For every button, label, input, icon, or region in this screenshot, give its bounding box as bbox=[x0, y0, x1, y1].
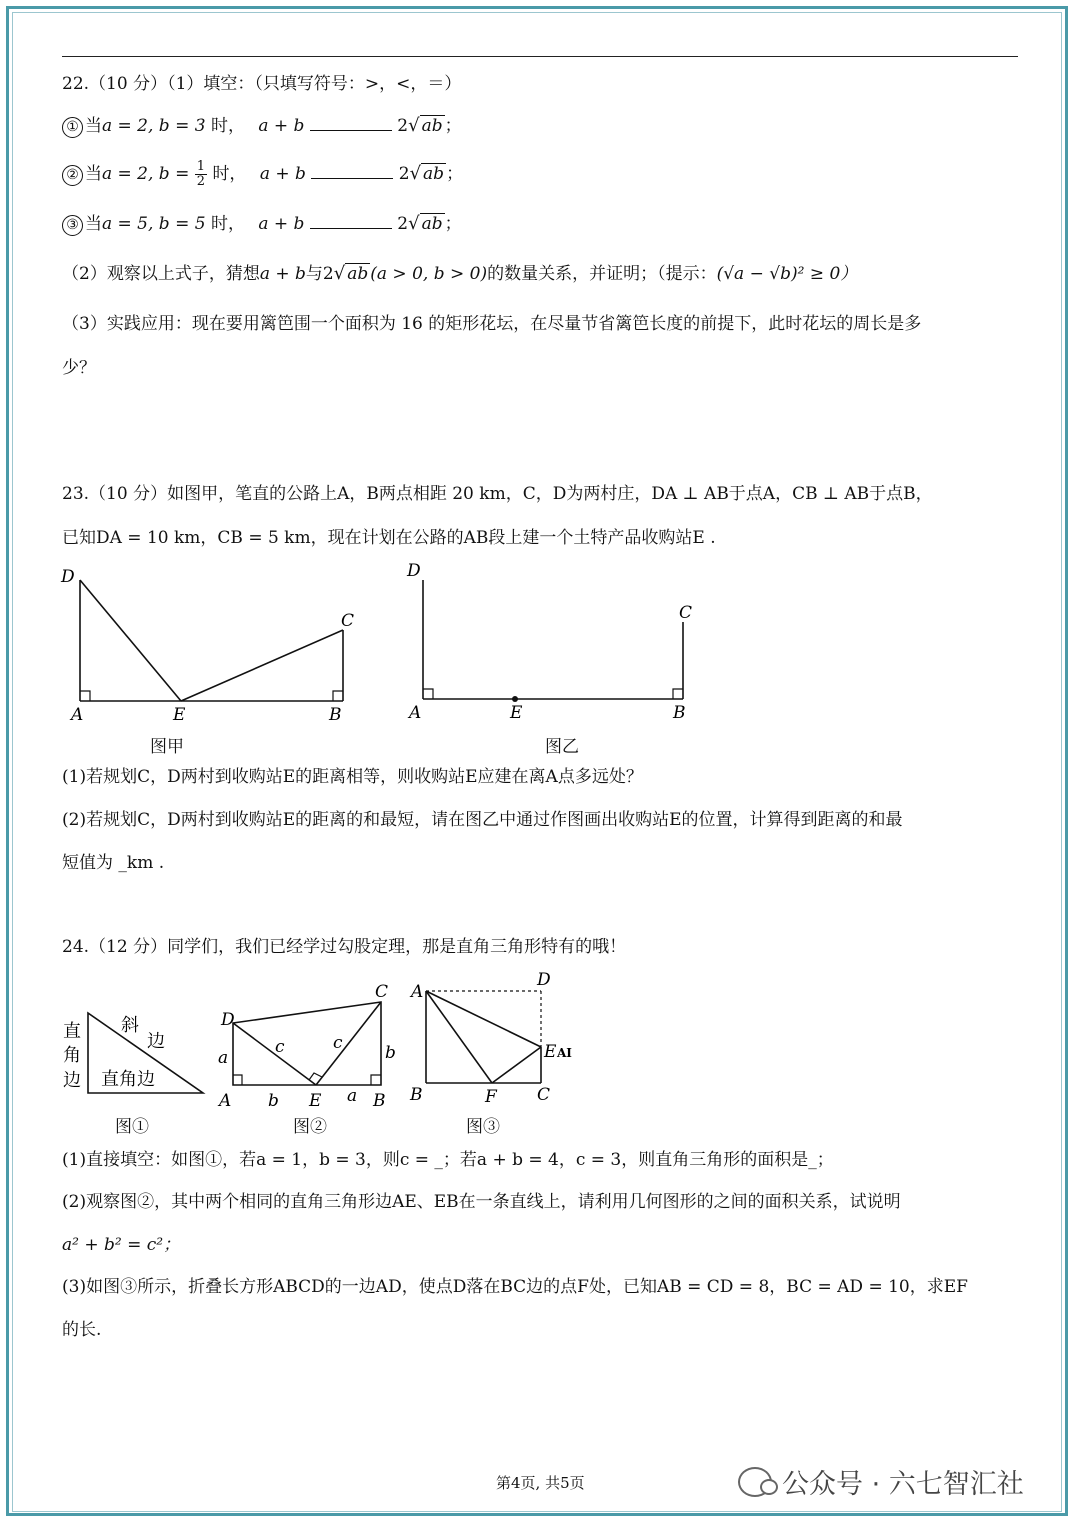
svg-text:B: B bbox=[410, 1085, 423, 1105]
q22-row1: ① 当a = 2, b = 3 时， a + b 2√ ab ； bbox=[62, 114, 462, 138]
q24-sub2: (2)观察图②，其中两个相同的直角三角形边AE、EB在一条直线上，请利用几何图形的之间的面积关系，试说明 bbox=[62, 1192, 901, 1212]
q24-sub2-cont: a² + b² = c²； bbox=[62, 1235, 181, 1255]
svg-text:C: C bbox=[679, 603, 693, 623]
point-e-marker bbox=[512, 696, 518, 702]
svg-text:B: B bbox=[373, 1091, 386, 1111]
svg-text:E: E bbox=[309, 1091, 322, 1111]
q24-sub3-cont: 的长. bbox=[62, 1320, 102, 1340]
fig-jia-caption: 图甲 bbox=[150, 737, 184, 757]
page-number: 第4页, 共5页 bbox=[496, 1474, 585, 1492]
svg-text:c: c bbox=[275, 1037, 285, 1057]
svg-text:b: b bbox=[385, 1043, 396, 1063]
watermark: 公众号 · 六七智汇社 bbox=[738, 1462, 1024, 1501]
svg-text:AI: AI bbox=[557, 1046, 572, 1060]
svg-text:a: a bbox=[218, 1048, 229, 1068]
q24-heading: 24.（12 分）同学们，我们已经学过勾股定理，那是直角三角形特有的哦！ bbox=[62, 937, 627, 957]
svg-text:A: A bbox=[71, 705, 84, 725]
svg-text:B: B bbox=[673, 703, 686, 723]
q22-part3: （3）实践应用：现在要用篱笆围一个面积为 16 的矩形花坛，在尽量节省篱笆长度的前提下，此时花坛的周长是多 bbox=[62, 314, 922, 334]
answer-blank-1[interactable] bbox=[310, 114, 392, 131]
q24-sub1: (1)直接填空：如图①，若a = 1，b = 3，则c = _；若a + b = 4，c = 3，则直角三角形的面积是_； bbox=[62, 1150, 834, 1170]
svg-text:E: E bbox=[544, 1042, 557, 1062]
q22-part3-cont: 少？ bbox=[62, 358, 96, 378]
svg-text:b: b bbox=[268, 1091, 279, 1111]
svg-text:A: A bbox=[411, 982, 424, 1002]
svg-text:B: B bbox=[329, 705, 342, 725]
figure-jia bbox=[60, 567, 354, 725]
q23-sub2-cont: 短值为 _km . bbox=[62, 853, 165, 873]
svg-text:斜: 斜 bbox=[121, 1015, 139, 1036]
q23-figures bbox=[55, 560, 715, 735]
fig-yi-caption: 图乙 bbox=[545, 737, 579, 757]
svg-text:F: F bbox=[485, 1087, 497, 1107]
svg-text:c: c bbox=[333, 1033, 343, 1053]
svg-text:D: D bbox=[61, 567, 75, 587]
svg-text:D: D bbox=[221, 1010, 235, 1030]
svg-text:D: D bbox=[537, 970, 551, 990]
q23-sub1: (1)若规划C，D两村到收购站E的距离相等，则收购站E应建在离A点多远处？ bbox=[62, 767, 643, 787]
q22-row2: ② 当a = 2, b = $\frac{1}{2}$ 时， a + b 2√ ab ； bbox=[62, 160, 463, 189]
q22-part2: （2）观察以上式子，猜想a + b与2√ ab (a > 0, b > 0)的数量关系，并证明；（提示：(√a − √b)² ≥ 0） bbox=[62, 263, 858, 284]
figure-3 bbox=[409, 970, 572, 1107]
figure-2 bbox=[217, 982, 396, 1111]
answer-blank-2[interactable] bbox=[311, 162, 393, 179]
svg-text:E: E bbox=[173, 705, 186, 725]
svg-text:直: 直 bbox=[63, 1021, 81, 1042]
svg-text:直角边: 直角边 bbox=[101, 1069, 155, 1090]
q23-line1: 23.（10 分）如图甲，笔直的公路上A，B两点相距 20 km，C，D为两村庄，DA ⊥ AB于点A，CB ⊥ AB于点B， bbox=[62, 484, 933, 504]
q23-sub2: (2)若规划C，D两村到收购站E的距离的和最短，请在图乙中通过作图画出收购站E的位置，计算得到距离的和最 bbox=[62, 810, 903, 830]
q24-sub3: (3)如图③所示，折叠长方形ABCD的一边AD，使点D落在BC边的点F处，已知AB = CD = 8，BC = AD = 10，求EF bbox=[62, 1277, 968, 1297]
fig2-caption: 图② bbox=[293, 1117, 327, 1137]
wechat-icon bbox=[738, 1467, 772, 1497]
answer-blank-3[interactable] bbox=[310, 212, 392, 229]
svg-text:C: C bbox=[341, 611, 355, 631]
svg-text:C: C bbox=[375, 982, 389, 1002]
svg-text:边: 边 bbox=[63, 1070, 81, 1091]
svg-text:a: a bbox=[347, 1086, 358, 1106]
figure-yi bbox=[406, 561, 692, 723]
svg-text:边: 边 bbox=[147, 1031, 165, 1052]
q22-row3: ③ 当a = 5, b = 5 时， a + b 2√ ab ； bbox=[62, 212, 462, 236]
svg-text:A: A bbox=[409, 703, 422, 723]
svg-text:E: E bbox=[510, 703, 523, 723]
figure-1 bbox=[63, 1013, 203, 1093]
header-rule bbox=[62, 56, 1018, 57]
svg-text:角: 角 bbox=[63, 1045, 81, 1066]
q23-line2: 已知DA = 10 km，CB = 5 km，现在计划在公路的AB段上建一个土特产品收购站E . bbox=[62, 528, 716, 548]
fig3-caption: 图③ bbox=[466, 1117, 500, 1137]
svg-text:D: D bbox=[407, 561, 421, 581]
svg-text:C: C bbox=[537, 1085, 551, 1105]
fig1-caption: 图① bbox=[115, 1117, 149, 1137]
q22-heading: 22.（10 分）（1）填空：（只填写符号：>，<，＝） bbox=[62, 74, 462, 94]
svg-text:A: A bbox=[219, 1091, 232, 1111]
